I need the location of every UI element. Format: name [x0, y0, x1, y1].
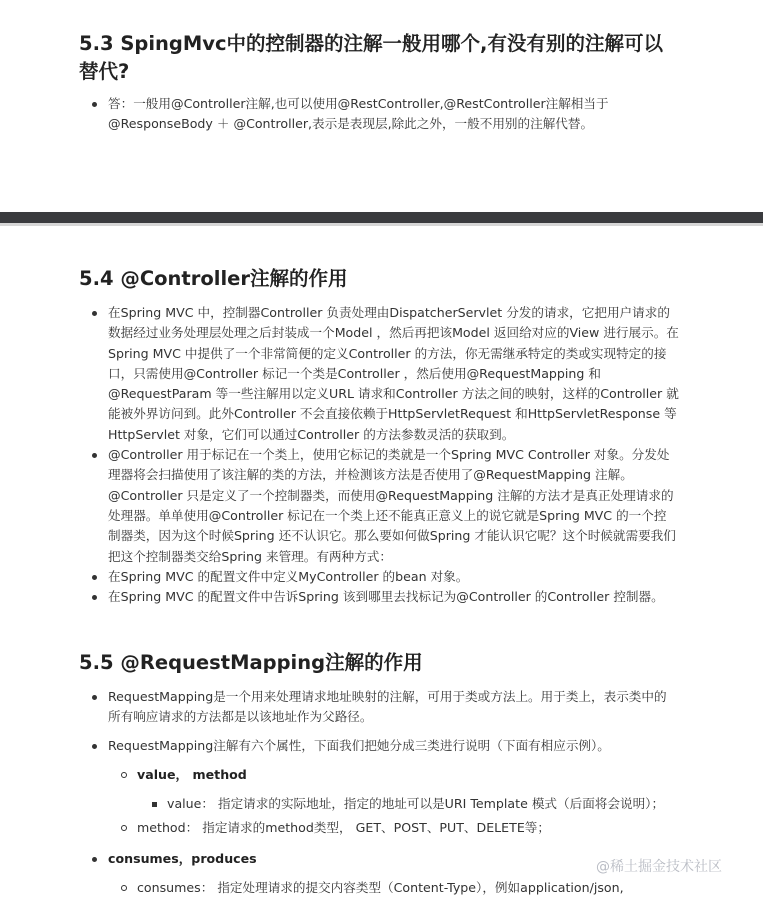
- watermark: @稀土掘金技术社区: [596, 859, 722, 875]
- list-item: RequestMapping是一个用来处理请求地址映射的注解，可用于类或方法上。用于类上，表示类中的所有响应请求的方法都是以该地址作为父路径。: [79, 687, 679, 728]
- section-5-3-list: [79, 94, 679, 135]
- list-item: 答：一般用@Controller注解,也可以使用@RestController,@RestController注解相当于@ResponseBody ＋ @Controller,表示是表现层,除此之外，一般不用别的注解代替。: [79, 94, 679, 135]
- sub-list-item: value， method: [79, 765, 679, 785]
- heading-5-5: 5.5 @RequestMapping注解的作用: [79, 651, 423, 674]
- sub-sub-list-item: value： 指定请求的实际地址，指定的地址可以是URI Template 模式（后面将会说明）；: [79, 794, 679, 814]
- section-5-5-list: [79, 687, 679, 898]
- section-5-4-title: [79, 265, 679, 293]
- list-item: 在Spring MVC 的配置文件中告诉Spring 该到哪里去找标记为@Controller 的Controller 控制器。: [79, 587, 679, 607]
- section-divider: [0, 212, 763, 226]
- section-5-5-title: [79, 649, 679, 677]
- list-item: RequestMapping注解有六个属性，下面我们把她分成三类进行说明（下面有相应示例）。: [79, 736, 679, 756]
- sub-list-item: consumes： 指定处理请求的提交内容类型（Content-Type），例如application/json,: [79, 878, 679, 898]
- section-5-3-title: [79, 30, 679, 86]
- list-item: 在Spring MVC 中，控制器Controller 负责处理由DispatcherServlet 分发的请求，它把用户请求的数据经过业务处理层处理之后封装成一个Model ，然后再把该Model 返回给对应的View 进行展示。在Spring MVC 中提供了一个非常简便的定义Controller 的方法，你无需继承特定的类或实现特定的接口，只需使用@Controller 标记一个类是Controller ，然后使用@RequestMapping 和@RequestParam 等一些注解用以定义URL 请求和Controller 方法之间的映射，这样的Controller 就能被外界访问到。此外Controller 不会直接依赖于HttpServletRequest 和HttpServletResponse 等HttpServlet 对象，它们可以通过Controller 的方法参数灵活的获取到。: [79, 303, 679, 445]
- list-item: consumes，produces: [79, 849, 679, 869]
- list-item: @Controller 用于标记在一个类上，使用它标记的类就是一个Spring MVC Controller 对象。分发处理器将会扫描使用了该注解的类的方法，并检测该方法是否使用了@RequestMapping 注解。@Controller 只是定义了一个控制器类，而使用@RequestMapping 注解的方法才是真正处理请求的处理器。单单使用@Controller 标记在一个类上还不能真正意义上的说它就是Spring MVC 的一个控制器类，因为这个时候Spring 还不认识它。那么要如何做Spring 才能认识它呢？这个时候就需要我们把这个控制器类交给Spring 来管理。有两种方式：: [79, 445, 679, 567]
- heading-5-3: 5.3 SpingMvc中的控制器的注解一般用哪个,有没有别的注解可以替代?: [79, 32, 663, 83]
- heading-5-4: 5.4 @Controller注解的作用: [79, 267, 348, 290]
- sub-list-item: method： 指定请求的method类型， GET、POST、PUT、DELETE等；: [79, 818, 679, 838]
- list-item: 在Spring MVC 的配置文件中定义MyController 的bean 对象。: [79, 567, 679, 587]
- section-5-4-list: [79, 303, 679, 607]
